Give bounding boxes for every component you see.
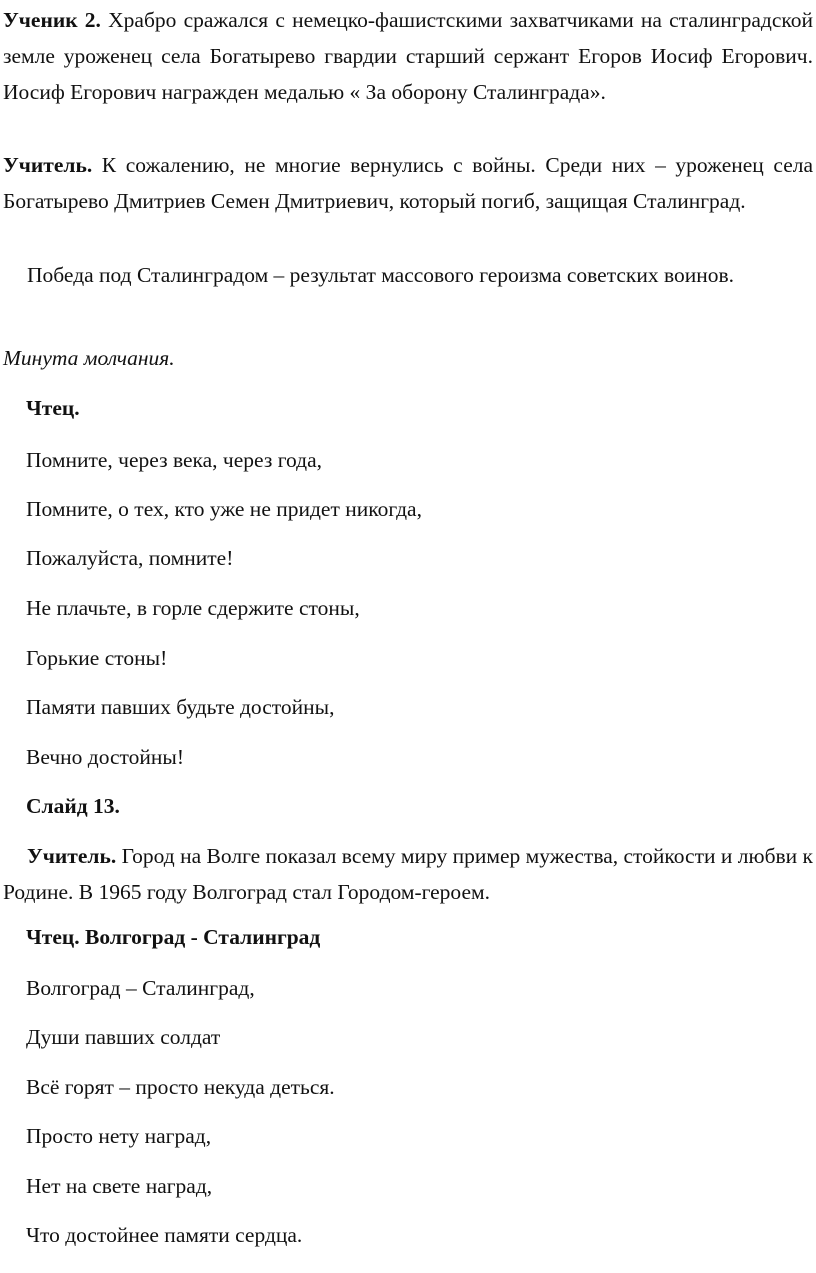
poem-line: Памяти павших будьте достойны,	[26, 695, 335, 719]
poem-line: Просто нету наград,	[26, 1124, 212, 1148]
speaker-label: Ученик 2.	[3, 8, 101, 32]
poem-line: Волгоград – Сталинград,	[26, 976, 255, 1000]
poem-line: Помните, о тех, кто уже не придет никогда,	[26, 497, 422, 521]
poem-line: Не плачьте, в горле сдержите стоны,	[26, 596, 360, 620]
paragraph-text: Город на Волге показал всему миру пример мужества, стойкости и любви к Родине. В 1965 году Волгоград стал Городом-героем.	[3, 844, 814, 904]
paragraph-teacher-1	[3, 147, 813, 219]
speaker-label: Учитель.	[3, 153, 93, 177]
paragraph-teacher-2	[3, 838, 813, 910]
paragraph-victory: Победа под Сталинградом – результат массового героизма советских воинов.	[27, 263, 735, 287]
reader-2-heading: Чтец. Волгоград - Сталинград	[26, 925, 321, 949]
speaker-label: Учитель.	[27, 844, 117, 868]
reader-1-heading: Чтец.	[26, 396, 80, 420]
poem-line: Нет на свете наград,	[26, 1174, 213, 1198]
slide-heading: Слайд 13.	[26, 794, 120, 818]
minute-of-silence: Минута молчания.	[3, 346, 175, 370]
poem-line: Что достойнее памяти сердца.	[26, 1223, 303, 1247]
poem-line: Горькие стоны!	[26, 646, 168, 670]
poem-line: Помните, через века, через года,	[26, 448, 322, 472]
paragraph-text: К сожалению, не многие вернулись с войны. Среди них – уроженец села Богатырево Дмитриев Семен Дмитриевич, который погиб, защищая Сталинград.	[3, 153, 814, 213]
paragraph-student-2	[3, 2, 813, 110]
poem-line: Всё горят – просто некуда деться.	[26, 1075, 335, 1099]
poem-line: Пожалуйста, помните!	[26, 546, 234, 570]
poem-line: Вечно достойны!	[26, 745, 185, 769]
poem-line: Души павших солдат	[26, 1025, 221, 1049]
paragraph-text: Храбро сражался с немецко-фашистскими захватчиками на сталинградской земле уроженец села Богатырево гвардии старший сержант Егоров Иосиф Егорович. Иосиф Егорович награжден медалью « За оборону Сталинграда».	[3, 8, 813, 104]
